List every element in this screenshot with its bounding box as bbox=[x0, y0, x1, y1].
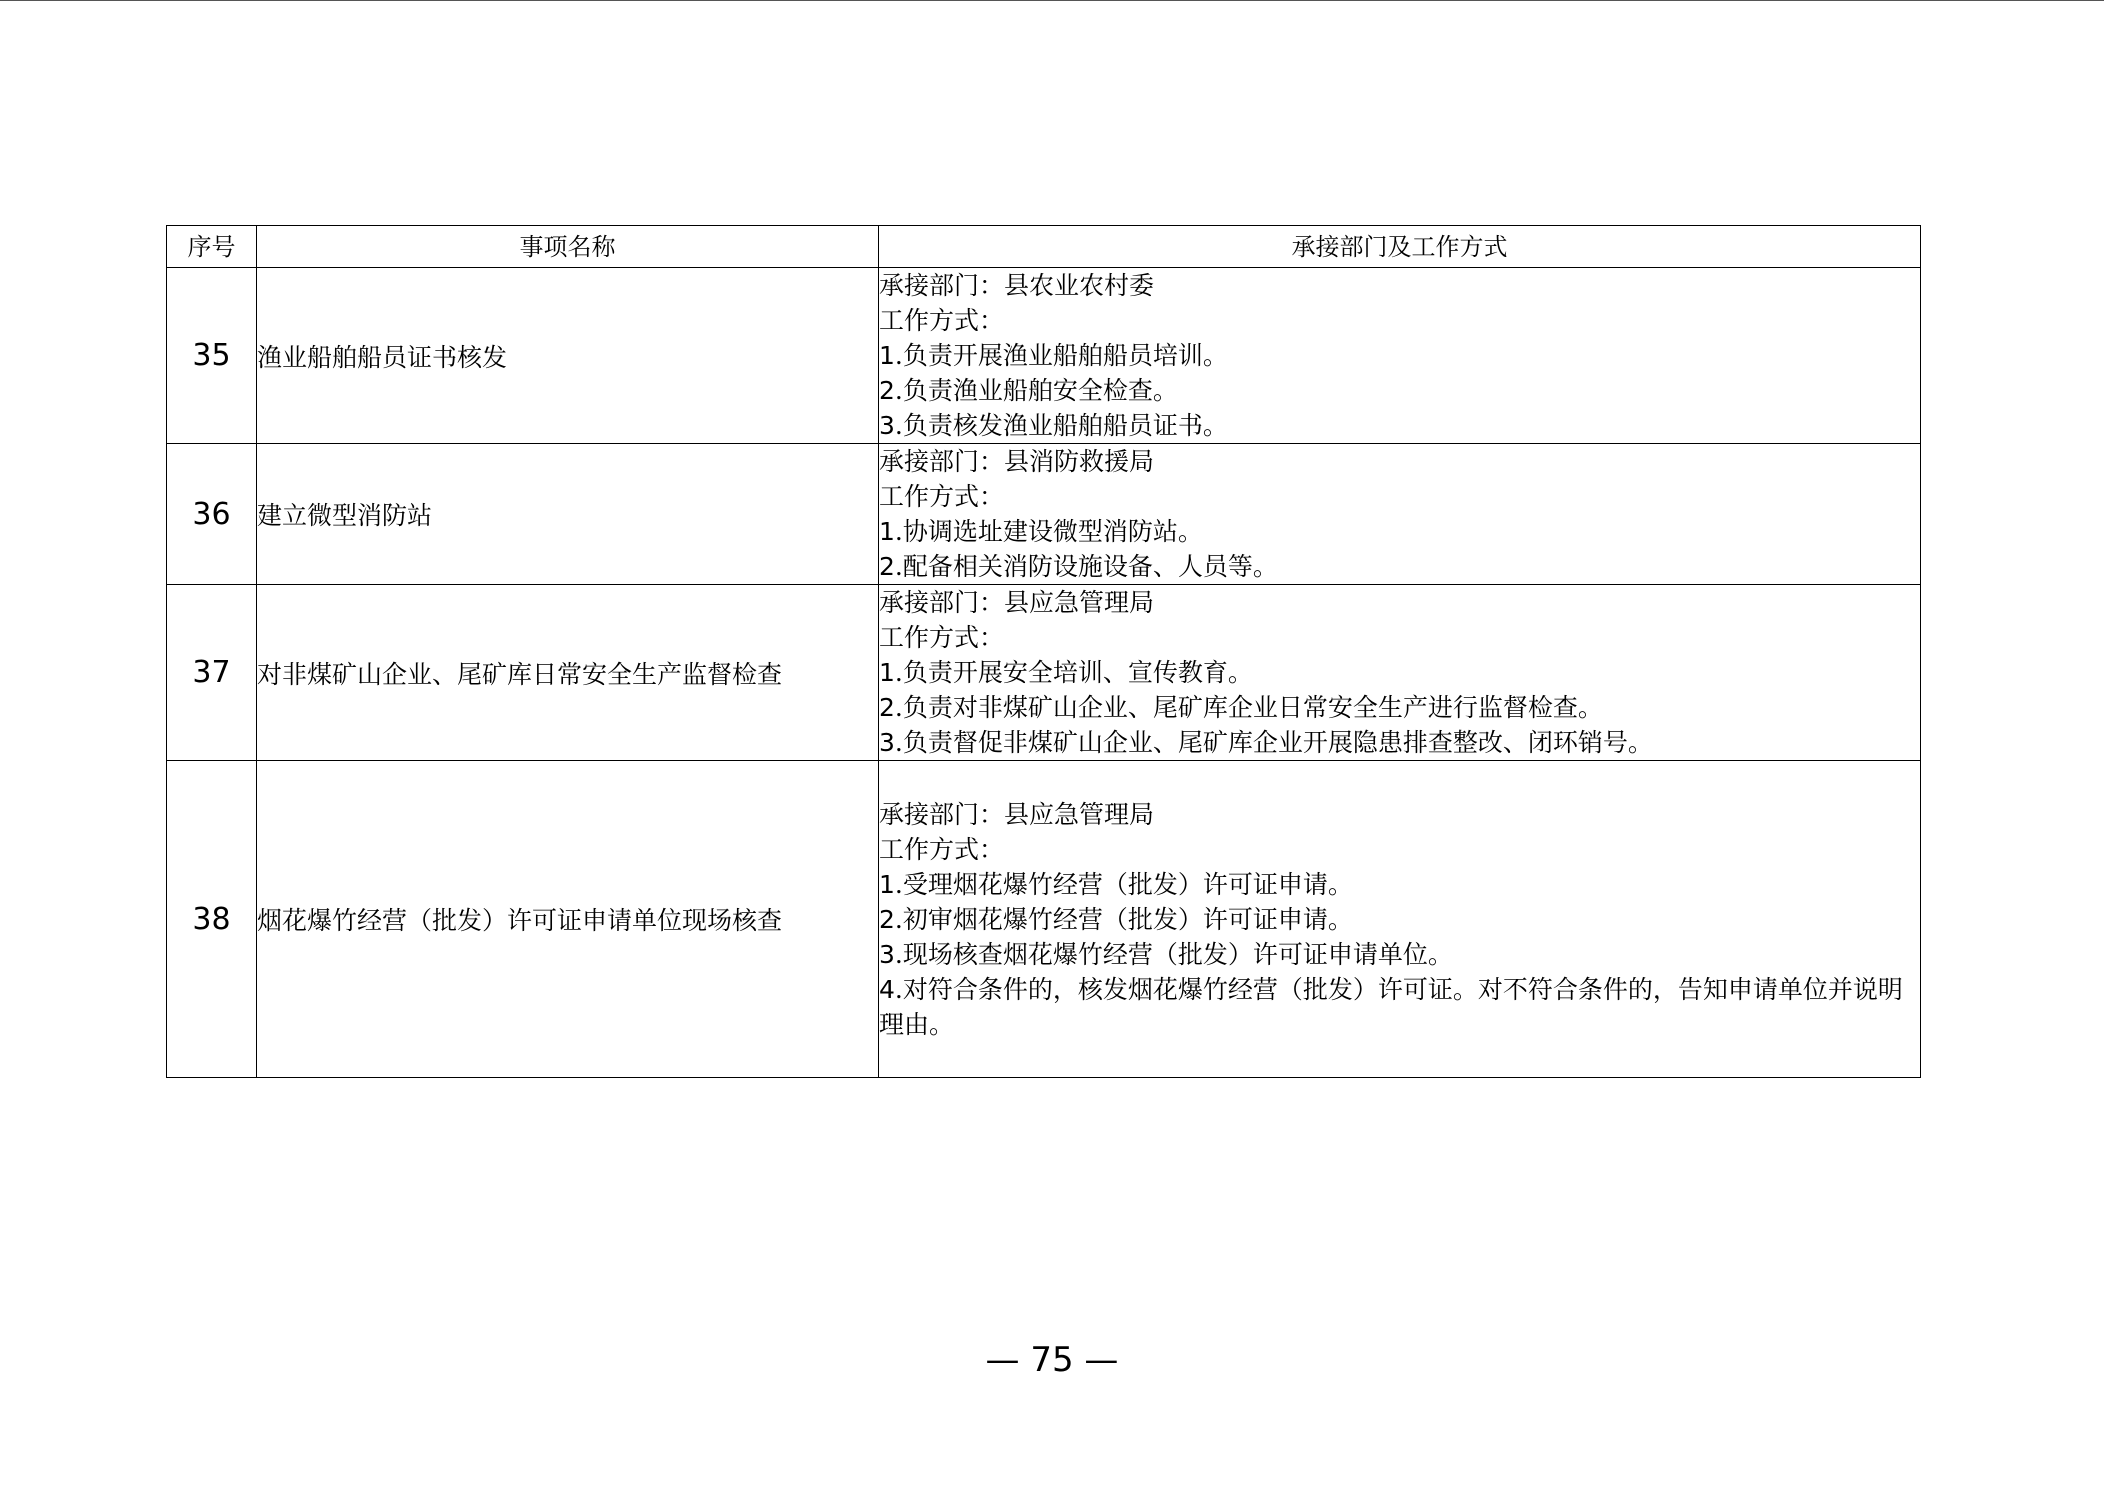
item-number: 3 bbox=[879, 939, 895, 969]
matter-name: 建立微型消防站 bbox=[257, 444, 879, 585]
item-text: .负责开展渔业船舶船员培训。 bbox=[894, 341, 1228, 370]
department-method-cell bbox=[879, 761, 1921, 1078]
row-number: 36 bbox=[167, 444, 257, 585]
item-number: 2 bbox=[879, 376, 895, 405]
department-line: 承接部门：县应急管理局 bbox=[879, 588, 1155, 617]
method-label: 工作方式： bbox=[879, 834, 1005, 864]
item-number: 3 bbox=[879, 728, 895, 757]
item-text: .协调选址建设微型消防站。 bbox=[894, 517, 1203, 546]
department-method-cell bbox=[879, 268, 1921, 444]
top-border-line bbox=[0, 0, 2104, 1]
department-line: 承接部门：县应急管理局 bbox=[879, 799, 1155, 829]
department-method-cell bbox=[879, 444, 1921, 585]
method-label: 工作方式： bbox=[879, 482, 1005, 511]
item-number: 1 bbox=[879, 869, 895, 899]
matter-name: 烟花爆竹经营（批发）许可证申请单位现场核查 bbox=[257, 761, 879, 1078]
method-item bbox=[879, 338, 1920, 373]
table-row bbox=[167, 268, 1921, 444]
matter-name: 对非煤矿山企业、尾矿库日常安全生产监督检查 bbox=[257, 585, 879, 761]
item-text: .负责督促非煤矿山企业、尾矿库企业开展隐患排查整改、闭环销号。 bbox=[894, 728, 1653, 757]
item-number: 3 bbox=[879, 411, 895, 440]
row-number: 35 bbox=[167, 268, 257, 444]
department-method-cell bbox=[879, 585, 1921, 761]
method-item bbox=[879, 902, 1920, 937]
item-text: .受理烟花爆竹经营（批发）许可证申请。 bbox=[894, 869, 1353, 899]
method-label: 工作方式： bbox=[879, 306, 1005, 335]
item-text: .配备相关消防设施设备、人员等。 bbox=[894, 552, 1278, 581]
item-text: .负责核发渔业船舶船员证书。 bbox=[894, 411, 1228, 440]
method-item bbox=[879, 373, 1920, 408]
department-line: 承接部门：县农业农村委 bbox=[879, 271, 1155, 300]
item-text: .负责对非煤矿山企业、尾矿库企业日常安全生产进行监督检查。 bbox=[894, 693, 1603, 722]
header-serial-number: 序号 bbox=[167, 226, 257, 268]
method-item bbox=[879, 867, 1920, 902]
header-department-method: 承接部门及工作方式 bbox=[879, 226, 1921, 268]
method-item bbox=[879, 937, 1920, 972]
method-label: 工作方式： bbox=[879, 623, 1005, 652]
table-row bbox=[167, 444, 1921, 585]
item-number: 2 bbox=[879, 552, 895, 581]
item-number: 4 bbox=[879, 974, 895, 1004]
item-text: .初审烟花爆竹经营（批发）许可证申请。 bbox=[894, 904, 1353, 934]
matters-table bbox=[166, 225, 1921, 1078]
row-number: 37 bbox=[167, 585, 257, 761]
item-text: .负责开展安全培训、宣传教育。 bbox=[894, 658, 1253, 687]
table-row bbox=[167, 585, 1921, 761]
item-text: .负责渔业船舶安全检查。 bbox=[894, 376, 1178, 405]
method-item bbox=[879, 725, 1920, 760]
table-row bbox=[167, 761, 1921, 1078]
header-matter-name: 事项名称 bbox=[257, 226, 879, 268]
item-number: 1 bbox=[879, 517, 895, 546]
method-item bbox=[879, 408, 1920, 443]
method-item bbox=[879, 972, 1920, 1042]
page-number: — 75 — bbox=[985, 1340, 1119, 1380]
matter-name: 渔业船舶船员证书核发 bbox=[257, 268, 879, 444]
item-number: 2 bbox=[879, 904, 895, 934]
item-text: .现场核查烟花爆竹经营（批发）许可证申请单位。 bbox=[894, 939, 1453, 969]
table-header-row bbox=[167, 226, 1921, 268]
row-number: 38 bbox=[167, 761, 257, 1078]
method-item bbox=[879, 549, 1920, 584]
method-item bbox=[879, 655, 1920, 690]
item-number: 2 bbox=[879, 693, 895, 722]
method-item bbox=[879, 514, 1920, 549]
item-text: .对符合条件的，核发烟花爆竹经营（批发）许可证。对不符合条件的，告知申请单位并说明理由。 bbox=[879, 974, 1903, 1039]
method-item bbox=[879, 690, 1920, 725]
item-number: 1 bbox=[879, 658, 895, 687]
department-line: 承接部门：县消防救援局 bbox=[879, 447, 1155, 476]
item-number: 1 bbox=[879, 341, 895, 370]
